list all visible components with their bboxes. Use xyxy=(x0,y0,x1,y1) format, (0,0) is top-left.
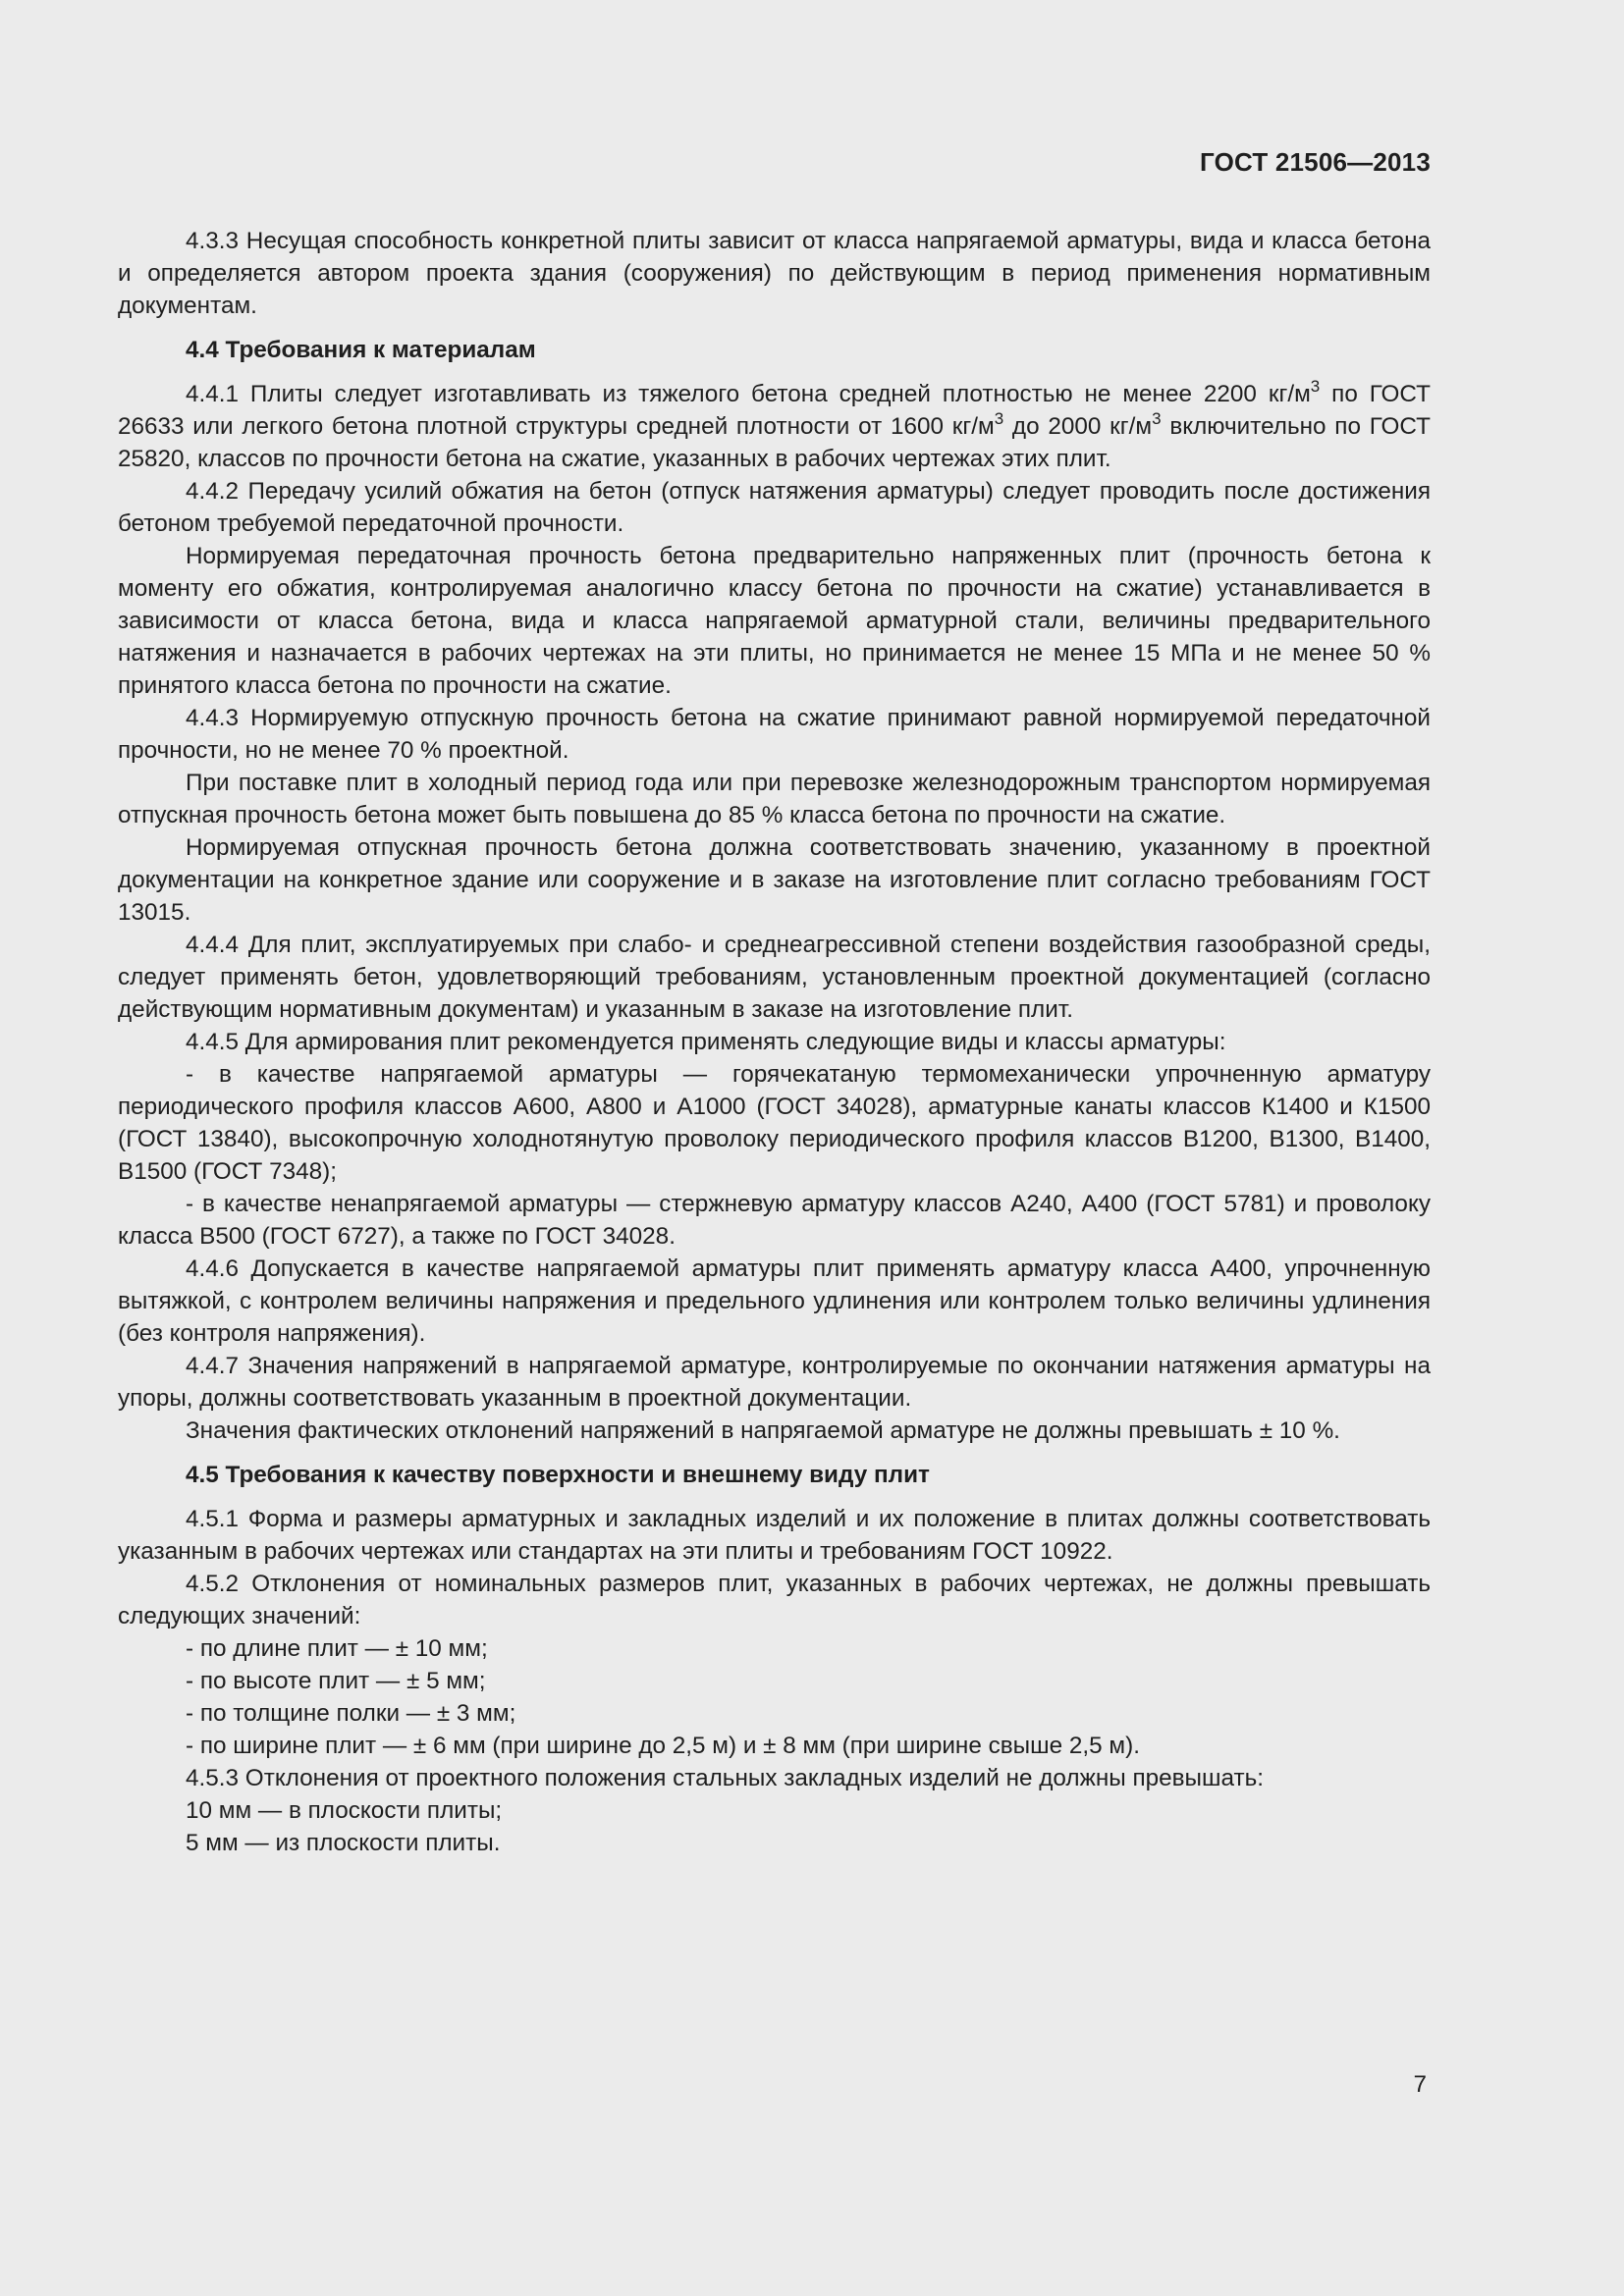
paragraph-4-5-3: 4.5.3 Отклонения от проектного положения стальных закладных изделий не должны превышать: xyxy=(186,1765,1265,1791)
list-item: - по высоте плит — ± 5 мм; xyxy=(186,1668,486,1694)
paragraph-4-4-1-part-b: по ГОСТ 26633 или легкого бетона плотной структуры средней плотности от 1600 кг/м xyxy=(118,381,1431,440)
paragraph-4-4-5: 4.4.5 Для армирования плит рекомендуется применять следующие виды и классы арматуры: xyxy=(186,1029,1226,1055)
paragraph-4-4-3-b: При поставке плит в холодный период года или при перевозке железнодорожным транспортом нормируемая отпускная прочность бетона может быть повышена до 85 % класса бетона по прочности на сжатие. xyxy=(118,770,1431,828)
paragraph-4-4-6: 4.4.6 Допускается в качестве напрягаемой арматуры плит применять арматуру класса А400, упрочненную вытяжкой, с контролем величины напряжения и предельного удлинения или контролем только величины удлинения (без контроля напряжения). xyxy=(118,1255,1431,1347)
paragraph-4-3-3: 4.3.3 Несущая способность конкретной плиты зависит от класса напрягаемой арматуры, вида и класса бетона и определяется автором проекта здания (сооружения) по действующим в период применения нормативным документам. xyxy=(118,228,1431,319)
section-heading-4-4: 4.4 Требования к материалам xyxy=(186,337,536,363)
superscript-3: 3 xyxy=(994,409,1004,428)
list-item: - по толщине полки — ± 3 мм; xyxy=(186,1700,516,1727)
page-number: 7 xyxy=(1413,2071,1427,2098)
superscript-3: 3 xyxy=(1152,409,1162,428)
list-item: - по ширине плит — ± 6 мм (при ширине до 2,5 м) и ± 8 мм (при ширине свыше 2,5 м). xyxy=(186,1733,1140,1759)
paragraph-4-4-5-item-a: - в качестве напрягаемой арматуры — горячекатаную термомеханически упрочненную арматуру периодического профиля классов А600, А800 и А1000 (ГОСТ 34028), арматурные канаты классов К1400 и К1500 (ГОСТ 13840), высокопрочную холоднотянутую проволоку периодического профиля классов В1200, В1300, В1400, В1500 (ГОСТ 7348); xyxy=(118,1061,1431,1185)
paragraph-4-4-1-part-c: до 2000 кг/м xyxy=(1003,413,1153,440)
document-header: ГОСТ 21506—2013 xyxy=(1200,147,1431,177)
list-item: 5 мм — из плоскости плиты. xyxy=(186,1830,501,1856)
paragraph-4-4-3-c: Нормируемая отпускная прочность бетона должна соответствовать значению, указанному в проектной документации на конкретное здание или сооружение и в заказе на изготовление плит согласно требованиям ГОСТ 13015. xyxy=(118,834,1431,926)
paragraph-4-4-5-item-b: - в качестве ненапрягаемой арматуры — стержневую арматуру классов А240, А400 (ГОСТ 5781) и проволоку класса В500 (ГОСТ 6727), а также по ГОСТ 34028. xyxy=(118,1191,1431,1250)
document-body xyxy=(118,225,1431,1859)
section-heading-4-5: 4.5 Требования к качеству поверхности и внешнему виду плит xyxy=(186,1462,930,1488)
paragraph-4-4-4: 4.4.4 Для плит, эксплуатируемых при слабо- и среднеагрессивной степени воздействия газообразной среды, следует применять бетон, удовлетворяющий требованиям, установленным проектной документацией (согласно действующим нормативным документам) и указанным в заказе на изготовление плит. xyxy=(118,932,1431,1023)
superscript-3: 3 xyxy=(1310,377,1321,396)
paragraph-4-4-2-b: Нормируемая передаточная прочность бетона предварительно напряженных плит (прочность бетона к моменту его обжатия, контролируемая аналогично классу бетона по прочности на сжатие) устанавливается в зависимости от класса бетона, вида и класса напрягаемой арматурной стали, величины предварительного натяжения и назначается в рабочих чертежах на эти плиты, но принимается не менее 15 МПа и не менее 50 % принятого класса бетона по прочности на сжатие. xyxy=(118,543,1431,699)
list-item: - по длине плит — ± 10 мм; xyxy=(186,1635,488,1662)
paragraph-4-4-7-b: Значения фактических отклонений напряжений в напрягаемой арматуре не должны превышать ± 10 %. xyxy=(186,1417,1340,1444)
paragraph-4-4-1 xyxy=(118,378,1431,475)
paragraph-4-5-2: 4.5.2 Отклонения от номинальных размеров плит, указанных в рабочих чертежах, не должны превышать следующих значений: xyxy=(118,1571,1431,1629)
paragraph-4-4-7: 4.4.7 Значения напряжений в напрягаемой арматуре, контролируемые по окончании натяжения арматуры на упоры, должны соответствовать указанным в проектной документации. xyxy=(118,1353,1431,1412)
paragraph-4-4-1-part-a: 4.4.1 Плиты следует изготавливать из тяжелого бетона средней плотностью не менее 2200 кг/м xyxy=(186,381,1311,407)
paragraph-4-5-1: 4.5.1 Форма и размеры арматурных и закладных изделий и их положение в плитах должны соответствовать указанным в рабочих чертежах или стандартах на эти плиты и требованиям ГОСТ 10922. xyxy=(118,1506,1431,1565)
paragraph-4-4-3: 4.4.3 Нормируемую отпускную прочность бетона на сжатие принимают равной нормируемой передаточной прочности, но не менее 70 % проектной. xyxy=(118,705,1431,764)
paragraph-4-4-2: 4.4.2 Передачу усилий обжатия на бетон (отпуск натяжения арматуры) следует проводить после достижения бетоном требуемой передаточной прочности. xyxy=(118,478,1431,537)
list-item: 10 мм — в плоскости плиты; xyxy=(186,1797,503,1824)
paragraph-4-4-1-part-d: включительно по ГОСТ 25820, классов по прочности бетона на сжатие, указанных в рабочих чертежах этих плит. xyxy=(118,413,1431,472)
